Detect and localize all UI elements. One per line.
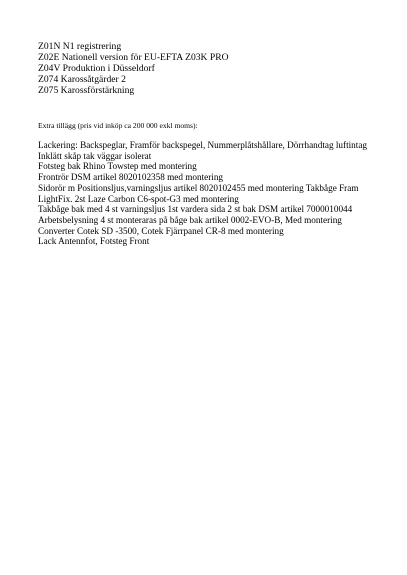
- option-code-line: Z074 Karossåtgärder 2: [38, 74, 126, 85]
- extras-line: Takbåge bak med 4 st varningsljus 1st vardera sida 2 st bak DSM artikel 7000010044: [38, 204, 353, 215]
- extras-line: Frontrör DSM artikel 8020102358 med montering: [38, 172, 224, 183]
- option-code-line: Z04V Produktion i Düsseldorf: [38, 63, 155, 74]
- extras-line: Converter Cotek SD -3500, Cotek Fjärrpanel CR-8 med montering: [38, 225, 284, 236]
- extras-line: Lackering: Backspeglar, Framför backspegel, Nummerplåtshållare, Dörrhandtag luftintag: [38, 140, 367, 150]
- extras-heading: Extra tillägg (pris vid inköp ca 200 000 exkl moms):: [38, 121, 198, 130]
- option-code-list: [38, 41, 378, 96]
- extras-line: LightFix. 2st Laze Carbon C6-spot-G3 med montering: [38, 193, 239, 204]
- extras-line: Arbetsbelysning 4 st monteraras på båge bak artikel 0002-EVO-B, Med montering: [38, 214, 342, 225]
- extras-line: Lack Antennfot, Fotsteg Front: [38, 236, 150, 247]
- option-code-line: Z075 Karossförstärkning: [38, 85, 135, 96]
- option-code-line: Z01N N1 registrering: [38, 41, 122, 52]
- extras-line: Sidorör m Positionsljus,varningsljus artikel 8020102455 med montering Takbåge Fram: [38, 182, 359, 193]
- extras-line: Inklätt skåp tak väggar isolerat: [38, 150, 152, 161]
- extras-line: Fotsteg bak Rhino Towstep med montering: [38, 161, 197, 172]
- extras-list: [38, 140, 388, 247]
- option-code-line: Z02E Nationell version för EU-EFTA Z03K PRO: [38, 52, 229, 63]
